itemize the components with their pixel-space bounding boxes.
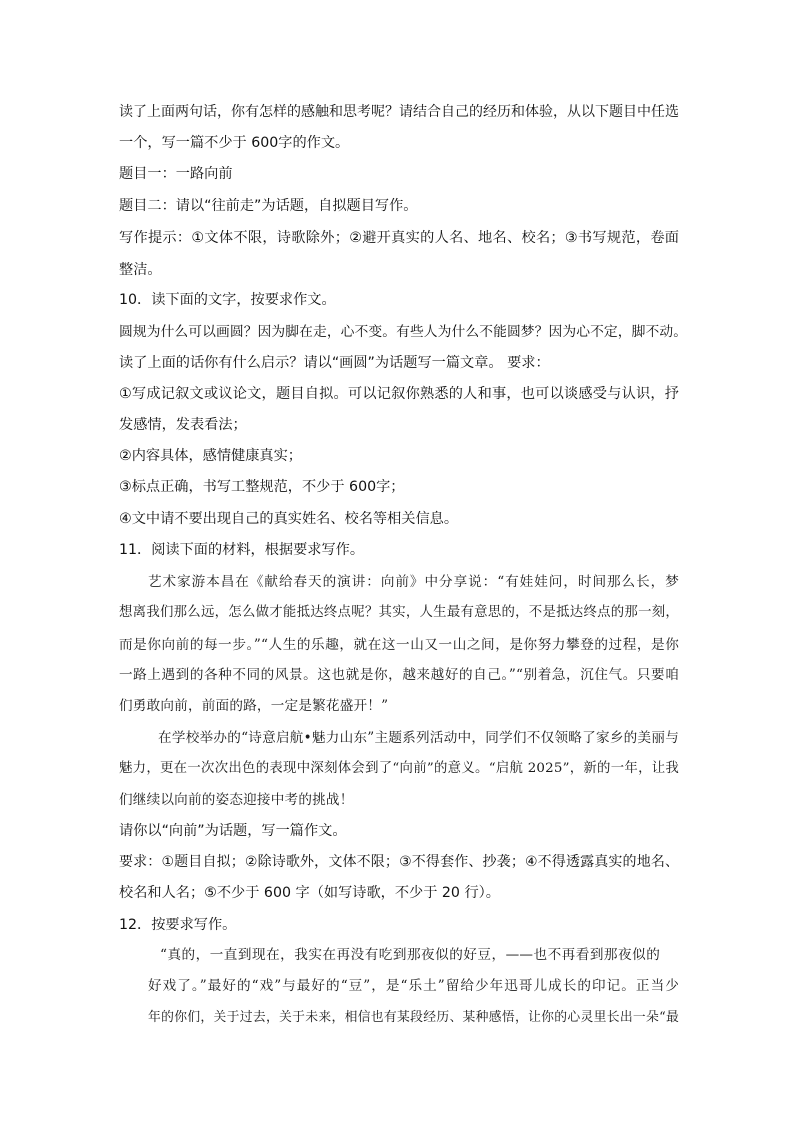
text-line: 写作提示：①文体不限，诗歌除外；②避开真实的人名、地名、校名；③书写规范，卷面 bbox=[119, 230, 679, 246]
quote-line: 好戏了。”最好的“戏”与最好的“豆”，是“乐土”留给少年迅哥儿成长的印记。正当少 bbox=[148, 978, 679, 994]
quote-line: 们继续以向前的姿态迎接中考的挑战！ bbox=[119, 792, 354, 808]
quote-line: 艺术家游本昌在《献给春天的演讲：向前》中分享说：“有娃娃问，时间那么长，梦 bbox=[148, 574, 679, 590]
text-line: 题目二：请以“往前走”为话题，自拟题目写作。 bbox=[119, 198, 418, 214]
text-line: ①写成记叙文或议论文，题目自拟。可以记叙你熟悉的人和事，也可以谈感受与认识，抒 bbox=[119, 386, 679, 402]
text-line: 读了上面两句话，你有怎样的感触和思考呢？请结合自己的经历和体验，从以下题目中任选 bbox=[119, 104, 679, 120]
text-line: 题目一：一路向前 bbox=[119, 166, 233, 182]
text-line: 要求：①题目自拟；②除诗歌外，文体不限；③不得套作、抄袭；④不得透露真实的地名、 bbox=[119, 854, 679, 870]
quote-line: 在学校举办的“诗意启航•魅力山东”主题系列活动中，同学们不仅领略了家乡的美丽与 bbox=[158, 730, 679, 746]
text-line: 校名和人名；⑤不少于 600 字（如写诗歌，不少于 20 行）。 bbox=[119, 885, 500, 901]
question-heading: 11．阅读下面的材料，根据要求写作。 bbox=[119, 542, 365, 558]
text-line: 读了上面的话你有什么启示？请以“画圆”为话题写一篇文章。 要求： bbox=[119, 355, 550, 371]
quote-line: 而是你向前的每一步。”“人生的乐趣，就在这一山又一山之间，是你努力攀登的过程，是你 bbox=[119, 637, 679, 653]
text-line: 发感情，发表看法； bbox=[119, 417, 247, 433]
question-heading: 12．按要求写作。 bbox=[119, 917, 237, 933]
quote-line: “真的，一直到现在，我实在再没有吃到那夜似的好豆，——也不再看到那夜似的 bbox=[160, 947, 660, 963]
text-line: 整洁。 bbox=[119, 262, 162, 278]
text-line: ④文中请不要出现自己的真实姓名、校名等相关信息。 bbox=[119, 511, 459, 527]
quote-line: 一路上遇到的各种不同的风景。这也就是你，越来越好的自己。”“别着急，沉住气。只要咱 bbox=[119, 667, 679, 683]
quote-line: 想离我们那么远，怎么做才能抵达终点呢？其实，人生最有意思的，不是抵达终点的那一刻， bbox=[119, 605, 679, 620]
quote-line: 魅力，更在一次次出色的表现中深刻体会到了“向前”的意义。“启航 2025”，新的一年，让我 bbox=[119, 761, 679, 776]
text-line: ③标点正确，书写工整规范，不少于 600字； bbox=[119, 479, 405, 495]
text-line: 请你以“向前”为话题，写一篇作文。 bbox=[119, 823, 347, 839]
question-heading: 10．读下面的文字，按要求作文。 bbox=[119, 292, 336, 308]
quote-line: 年的你们，关于过去，关于未来，相信也有某段经历、某种感悟，让你的心灵里长出一朵“最 bbox=[148, 1010, 679, 1025]
text-line: 圆规为什么可以画圆？因为脚在走，心不变。有些人为什么不能圆梦？因为心不定，脚不动。 bbox=[119, 324, 687, 340]
text-line: 一个，写一篇不少于 600字的作文。 bbox=[119, 135, 350, 151]
text-line: ②内容具体，感情健康真实； bbox=[119, 448, 302, 464]
quote-line: 们勇敢向前，前面的路，一定是繁花盛开！” bbox=[119, 698, 389, 714]
